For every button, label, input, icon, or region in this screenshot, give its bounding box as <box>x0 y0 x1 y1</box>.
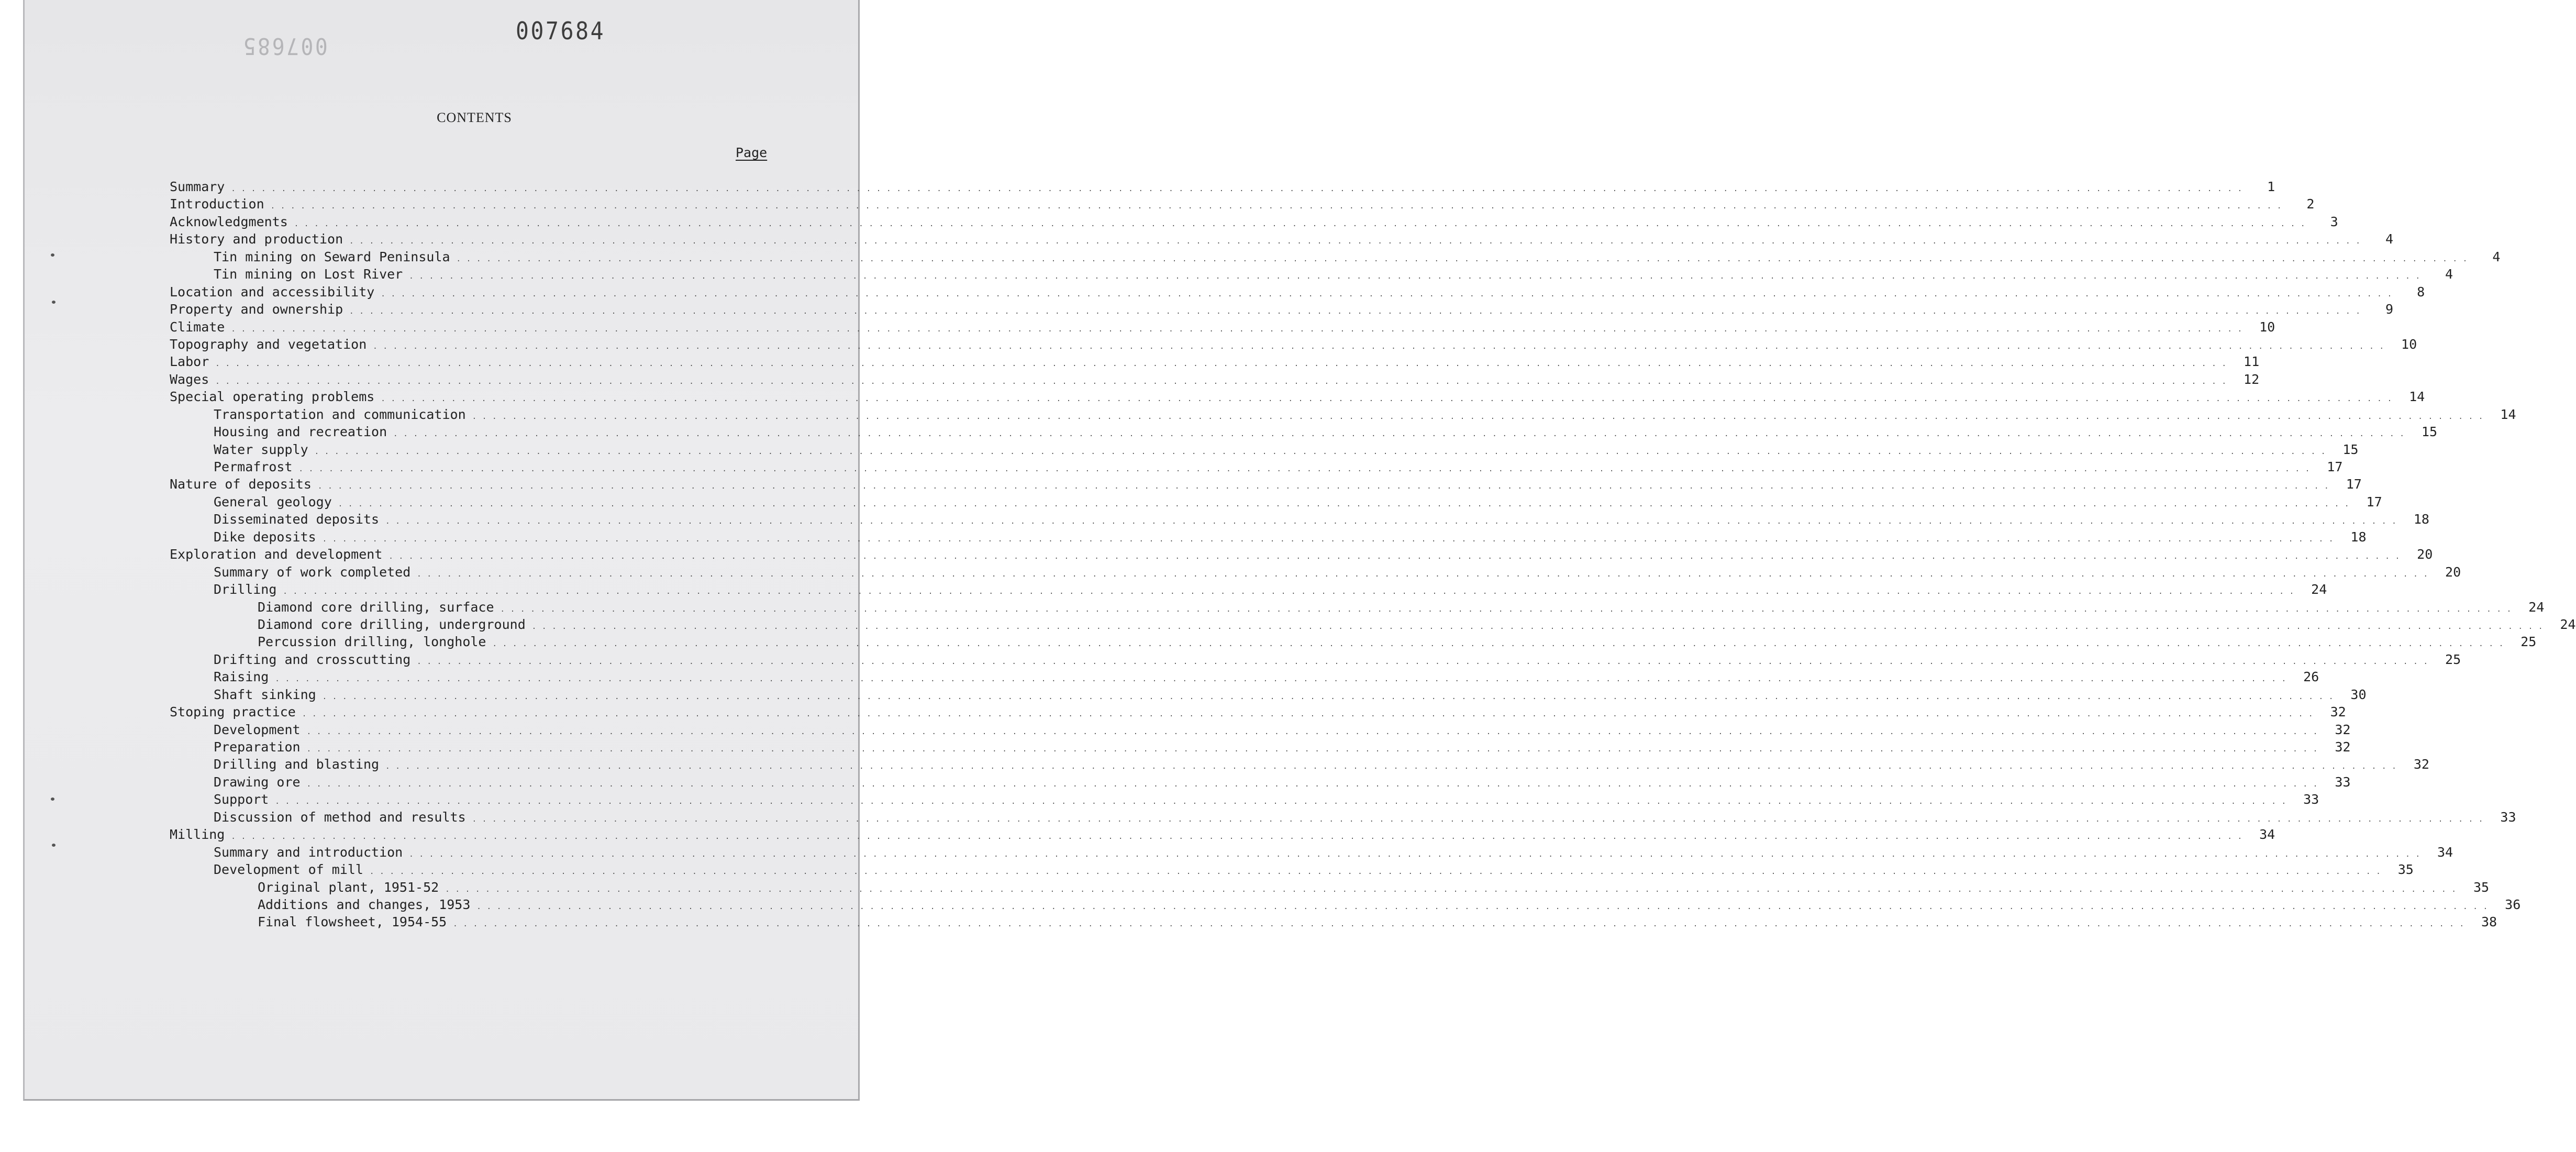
toc-entry <box>170 913 2497 931</box>
dot-leader: . . . . . . . . . . . . . . . . . . . . . . . . . . . . . . . . . . . . . . . . . . . . . . . . . . . . . . . . . . . . . . . . . . . . . . . . . . . . . . . . . . . . . . . . . . . . . . . . . . . . . . . . . . . . . . . . . . . . . . . . . . . . . . . . . . . . . . . . . . . . . . . . . . . . . . . . . . . . . . . . . . . . . . . . . . . . . . . . . . . . . . . . . . . . . . . . . . . . . . . . <box>215 360 2227 369</box>
dot-leader: . . . . . . . . . . . . . . . . . . . . . . . . . . . . . . . . . . . . . . . . . . . . . . . . . . . . . . . . . . . . . . . . . . . . . . . . . . . . . . . . . . . . . . . . . . . . . . . . . . . . . . . . . . . . . . . . . . . . . . . . . . . . . . . . . . . . . . . . . . . . . . . . . . . . . . . . . . . . . . . . . . . . . . . . . . . . . . . . . . . . . . . . . . . . . . . . . . . . . . . . <box>298 465 2311 473</box>
toc-entry-label: Summary of work completed <box>214 564 411 580</box>
toc-entry-label: Introduction <box>170 196 264 212</box>
toc-entry-label: Labor <box>170 354 209 370</box>
toc-entry-page: 26 <box>2303 669 2319 685</box>
toc-entry-label: Climate <box>170 319 225 335</box>
toc-entry-label: Development <box>214 722 301 737</box>
dot-leader: . . . . . . . . . . . . . . . . . . . . . . . . . . . . . . . . . . . . . . . . . . . . . . . . . . . . . . . . . . . . . . . . . . . . . . . . . . . . . . . . . . . . . . . . . . . . . . . . . . . . . . . . . . . . . . . . . . . . . . . . . . . . . . . . . . . . . . . . . . . . . . . . . . . . . . . . . . . . . . . . . . . . . . . . . . . . . . . . . . . . . . . . . . . . . . . . . . . . . . . . <box>385 517 2397 526</box>
toc-entry <box>170 423 2437 440</box>
toc-entry-label: Special operating problems <box>170 389 375 405</box>
toc-entry-page: 32 <box>2335 722 2351 737</box>
toc-entry <box>170 633 2537 650</box>
dot-leader: . . . . . . . . . . . . . . . . . . . . . . . . . . . . . . . . . . . . . . . . . . . . . . . . . . . . . . . . . . . . . . . . . . . . . . . . . . . . . . . . . . . . . . . . . . . . . . . . . . . . . . . . . . . . . . . . . . . . . . . . . . . . . . . . . . . . . . . . . . . . . . . . . . . . . . . . . . . . . . . . . . . . . . . . . . . . . . . . . . . . . . . . . . . . . . . . . . . . . . . . <box>417 570 2429 579</box>
dot-leader: . . . . . . . . . . . . . . . . . . . . . . . . . . . . . . . . . . . . . . . . . . . . . . . . . . . . . . . . . . . . . . . . . . . . . . . . . . . . . . . . . . . . . . . . . . . . . . . . . . . . . . . . . . . . . . . . . . . . . . . . . . . . . . . . . . . . . . . . . . . . . . . . . . . . . . . . . . . . . . . . . . . . . . . . . . . . . . . . . . . . . . . . . . . . . . . . . . . . . . . . <box>409 272 2421 281</box>
dot-leader: . . . . . . . . . . . . . . . . . . . . . . . . . . . . . . . . . . . . . . . . . . . . . . . . . . . . . . . . . . . . . . . . . . . . . . . . . . . . . . . . . . . . . . . . . . . . . . . . . . . . . . . . . . . . . . . . . . . . . . . . . . . . . . . . . . . . . . . . . . . . . . . . . . . . . . . . . . . . . . . . . . . . . . . . . . . . . . . . . . . . . . . . . . . . . . . . . . . . . . . . <box>215 377 2227 386</box>
dot-leader: . . . . . . . . . . . . . . . . . . . . . . . . . . . . . . . . . . . . . . . . . . . . . . . . . . . . . . . . . . . . . . . . . . . . . . . . . . . . . . . . . . . . . . . . . . . . . . . . . . . . . . . . . . . . . . . . . . . . . . . . . . . . . . . . . . . . . . . . . . . . . . . . . . . . . . . . . . . . . . . . . . . . . . . . . . . . . . . . . . . . . . . . . . . . . . . . . . . . . . . . <box>306 727 2318 736</box>
toc-entry-page: 3 <box>2330 214 2338 229</box>
toc-entry-page: 24 <box>2311 582 2327 597</box>
toc-entry <box>170 458 2343 475</box>
toc-entry <box>170 511 2429 528</box>
toc-entry <box>170 475 2362 493</box>
dot-leader: . . . . . . . . . . . . . . . . . . . . . . . . . . . . . . . . . . . . . . . . . . . . . . . . . . . . . . . . . . . . . . . . . . . . . . . . . . . . . . . . . . . . . . . . . . . . . . . . . . . . . . . . . . . . . . . . . . . . . . . . . . . . . . . . . . . . . . . . . . . . . . . . . . . . . . . . . . . . . . . . . . . . . . . . . . . . . . . . . . . . . . . . . . . . . . . . . . . . . . . . <box>275 797 2287 806</box>
toc-entry-page: 15 <box>2342 441 2359 457</box>
toc-entry-label: Drawing ore <box>214 774 301 790</box>
toc-entry-label: Raising <box>214 669 269 685</box>
toc-entry <box>170 668 2319 685</box>
toc-entry <box>170 406 2516 423</box>
toc-entry-page: 17 <box>2327 459 2343 474</box>
toc-entry-page: 33 <box>2335 774 2351 790</box>
toc-entry-label: Milling <box>170 827 225 843</box>
dot-leader: . . . . . . . . . . . . . . . . . . . . . . . . . . . . . . . . . . . . . . . . . . . . . . . . . . . . . . . . . . . . . . . . . . . . . . . . . . . . . . . . . . . . . . . . . . . . . . . . . . . . . . . . . . . . . . . . . . . . . . . . . . . . . . . . . . . . . . . . . . . . . . . . . . . . . . . . . . . . . . . . . . . . . . . . . . . . . . . . . . . . . . . . . . . . . . . . . . . . . . . . <box>231 185 2243 193</box>
toc-entry <box>170 756 2429 773</box>
toc-entry <box>170 178 2275 195</box>
toc-entry <box>170 616 2576 633</box>
table-of-contents <box>170 178 2576 931</box>
toc-entry-label: Tin mining on Seward Peninsula <box>214 249 450 264</box>
toc-entry-page: 30 <box>2350 686 2367 702</box>
dot-leader: . . . . . . . . . . . . . . . . . . . . . . . . . . . . . . . . . . . . . . . . . . . . . . . . . . . . . . . . . . . . . . . . . . . . . . . . . . . . . . . . . . . . . . . . . . . . . . . . . . . . . . . . . . . . . . . . . . . . . . . . . . . . . . . . . . . . . . . . . . . . . . . . . . . . . . . . . . . . . . . . . . . . . . . . . . . . . . . . . . . . . . . . . . . . . . . . . . . . . . . . <box>409 850 2421 859</box>
dot-leader: . . . . . . . . . . . . . . . . . . . . . . . . . . . . . . . . . . . . . . . . . . . . . . . . . . . . . . . . . . . . . . . . . . . . . . . . . . . . . . . . . . . . . . . . . . . . . . . . . . . . . . . . . . . . . . . . . . . . . . . . . . . . . . . . . . . . . . . . . . . . . . . . . . . . . . . . . . . . . . . . . . . . . . . . . . . . . . . . . . . . . . . . . . . . . . . . . . . . . . . . <box>270 202 2282 211</box>
toc-entry <box>170 283 2425 301</box>
dot-leader: . . . . . . . . . . . . . . . . . . . . . . . . . . . . . . . . . . . . . . . . . . . . . . . . . . . . . . . . . . . . . . . . . . . . . . . . . . . . . . . . . . . . . . . . . . . . . . . . . . . . . . . . . . . . . . . . . . . . . . . . . . . . . . . . . . . . . . . . . . . . . . . . . . . . . . . . . . . . . . . . . . . . . . . . . . . . . . . . . . . . . . . . . . . . . . . . . . . . . . . . <box>302 710 2314 719</box>
dot-leader: . . . . . . . . . . . . . . . . . . . . . . . . . . . . . . . . . . . . . . . . . . . . . . . . . . . . . . . . . . . . . . . . . . . . . . . . . . . . . . . . . . . . . . . . . . . . . . . . . . . . . . . . . . . . . . . . . . . . . . . . . . . . . . . . . . . . . . . . . . . . . . . . . . . . . . . . . . . . . . . . . . . . . . . . . . . . . . . . . . . . . . . . . . . . . . . . . . . . . . . . <box>500 605 2512 614</box>
toc-entry-label: Original plant, 1951-52 <box>258 879 439 895</box>
dot-leader: . . . . . . . . . . . . . . . . . . . . . . . . . . . . . . . . . . . . . . . . . . . . . . . . . . . . . . . . . . . . . . . . . . . . . . . . . . . . . . . . . . . . . . . . . . . . . . . . . . . . . . . . . . . . . . . . . . . . . . . . . . . . . . . . . . . . . . . . . . . . . . . . . . . . . . . . . . . . . . . . . . . . . . . . . . . . . . . . . . . . . . . . . . . . . . . . . . . . . . . . <box>472 412 2484 421</box>
toc-entry-label: Stoping practice <box>170 704 296 720</box>
toc-entry-label: Drilling and blasting <box>214 757 380 772</box>
toc-entry <box>170 738 2351 756</box>
toc-entry <box>170 651 2461 668</box>
paper-speck <box>51 797 54 801</box>
toc-entry-page: 15 <box>2421 424 2437 440</box>
paper-speck <box>52 301 55 304</box>
toc-entry-page: 25 <box>2445 651 2461 667</box>
toc-entry <box>170 388 2425 405</box>
dot-leader: . . . . . . . . . . . . . . . . . . . . . . . . . . . . . . . . . . . . . . . . . . . . . . . . . . . . . . . . . . . . . . . . . . . . . . . . . . . . . . . . . . . . . . . . . . . . . . . . . . . . . . . . . . . . . . . . . . . . . . . . . . . . . . . . . . . . . . . . . . . . . . . . . . . . . . . . . . . . . . . . . . . . . . . . . . . . . . . . . . . . . . . . . . . . . . . . . . . . . . . . <box>417 657 2429 666</box>
dot-leader: . . . . . . . . . . . . . . . . . . . . . . . . . . . . . . . . . . . . . . . . . . . . . . . . . . . . . . . . . . . . . . . . . . . . . . . . . . . . . . . . . . . . . . . . . . . . . . . . . . . . . . . . . . . . . . . . . . . . . . . . . . . . . . . . . . . . . . . . . . . . . . . . . . . . . . . . . . . . . . . . . . . . . . . . . . . . . . . . . . . . . . . . . . . . . . . . . . . . . . . . <box>294 219 2306 228</box>
toc-entry-page: 10 <box>2401 336 2417 352</box>
toc-entry-label: Discussion of method and results <box>214 809 466 825</box>
toc-entry <box>170 546 2433 563</box>
toc-entry-page: 4 <box>2492 249 2501 264</box>
toc-entry-label: Disseminated deposits <box>214 512 380 527</box>
toc-entry-label: Wages <box>170 371 209 387</box>
toc-entry <box>170 230 2393 248</box>
dot-leader: . . . . . . . . . . . . . . . . . . . . . . . . . . . . . . . . . . . . . . . . . . . . . . . . . . . . . . . . . . . . . . . . . . . . . . . . . . . . . . . . . . . . . . . . . . . . . . . . . . . . . . . . . . . . . . . . . . . . . . . . . . . . . . . . . . . . . . . . . . . . . . . . . . . . . . . . . . . . . . . . . . . . . . . . . . . . . . . . . . . . . . . . . . . . . . . . . . . . . . . . <box>385 762 2397 771</box>
toc-entry-page: 8 <box>2417 284 2425 300</box>
toc-entry <box>170 371 2260 388</box>
toc-entry-page: 32 <box>2330 704 2346 720</box>
toc-entry-page: 20 <box>2445 564 2461 580</box>
toc-entry-label: Dike deposits <box>214 529 316 545</box>
toc-entry-page: 10 <box>2259 319 2275 335</box>
toc-entry-label: Diamond core drilling, surface <box>258 599 494 615</box>
toc-entry-page: 17 <box>2346 477 2362 492</box>
toc-entry-label: General geology <box>214 494 332 509</box>
toc-entry-label: Housing and recreation <box>214 424 387 440</box>
toc-entry-page: 18 <box>2413 512 2429 527</box>
toc-entry-label: Topography and vegetation <box>170 336 367 352</box>
dot-leader: . . . . . . . . . . . . . . . . . . . . . . . . . . . . . . . . . . . . . . . . . . . . . . . . . . . . . . . . . . . . . . . . . . . . . . . . . . . . . . . . . . . . . . . . . . . . . . . . . . . . . . . . . . . . . . . . . . . . . . . . . . . . . . . . . . . . . . . . . . . . . . . . . . . . . . . . . . . . . . . . . . . . . . . . . . . . . . . . . . . . . . . . . . . . . . . . . . . . . . . . <box>317 482 2329 491</box>
toc-entry-label: History and production <box>170 231 343 247</box>
toc-entry <box>170 318 2275 336</box>
toc-entry-label: Summary and introduction <box>214 844 403 860</box>
stamp-number: 007684 <box>516 17 606 45</box>
dot-leader: . . . . . . . . . . . . . . . . . . . . . . . . . . . . . . . . . . . . . . . . . . . . . . . . . . . . . . . . . . . . . . . . . . . . . . . . . . . . . . . . . . . . . . . . . . . . . . . . . . . . . . . . . . . . . . . . . . . . . . . . . . . . . . . . . . . . . . . . . . . . . . . . . . . . . . . . . . . . . . . . . . . . . . . . . . . . . . . . . . . . . . . . . . . . . . . . . . . . . . . . <box>349 307 2361 316</box>
toc-entry-label: Permafrost <box>214 459 293 474</box>
dot-leader: . . . . . . . . . . . . . . . . . . . . . . . . . . . . . . . . . . . . . . . . . . . . . . . . . . . . . . . . . . . . . . . . . . . . . . . . . . . . . . . . . . . . . . . . . . . . . . . . . . . . . . . . . . . . . . . . . . . . . . . . . . . . . . . . . . . . . . . . . . . . . . . . . . . . . . . . . . . . . . . . . . . . . . . . . . . . . . . . . . . . . . . . . . . . . . . . . . . . . . . . <box>314 447 2326 456</box>
dot-leader: . . . . . . . . . . . . . . . . . . . . . . . . . . . . . . . . . . . . . . . . . . . . . . . . . . . . . . . . . . . . . . . . . . . . . . . . . . . . . . . . . . . . . . . . . . . . . . . . . . . . . . . . . . . . . . . . . . . . . . . . . . . . . . . . . . . . . . . . . . . . . . . . . . . . . . . . . . . . . . . . . . . . . . . . . . . . . . . . . . . . . . . . . . . . . . . . . . . . . . . . <box>453 920 2465 929</box>
dot-leader: . . . . . . . . . . . . . . . . . . . . . . . . . . . . . . . . . . . . . . . . . . . . . . . . . . . . . . . . . . . . . . . . . . . . . . . . . . . . . . . . . . . . . . . . . . . . . . . . . . . . . . . . . . . . . . . . . . . . . . . . . . . . . . . . . . . . . . . . . . . . . . . . . . . . . . . . . . . . . . . . . . . . . . . . . . . . . . . . . . . . . . . . . . . . . . . . . . . . . . . . <box>445 885 2457 894</box>
page-column-header: Page <box>736 145 768 160</box>
toc-entry-page: 35 <box>2397 862 2414 878</box>
dot-leader: . . . . . . . . . . . . . . . . . . . . . . . . . . . . . . . . . . . . . . . . . . . . . . . . . . . . . . . . . . . . . . . . . . . . . . . . . . . . . . . . . . . . . . . . . . . . . . . . . . . . . . . . . . . . . . . . . . . . . . . . . . . . . . . . . . . . . . . . . . . . . . . . . . . . . . . . . . . . . . . . . . . . . . . . . . . . . . . . . . . . . . . . . . . . . . . . . . . . . . . . <box>381 290 2393 298</box>
toc-entry-page: 14 <box>2409 389 2425 405</box>
dot-leader: . . . . . . . . . . . . . . . . . . . . . . . . . . . . . . . . . . . . . . . . . . . . . . . . . . . . . . . . . . . . . . . . . . . . . . . . . . . . . . . . . . . . . . . . . . . . . . . . . . . . . . . . . . . . . . . . . . . . . . . . . . . . . . . . . . . . . . . . . . . . . . . . . . . . . . . . . . . . . . . . . . . . . . . . . . . . . . . . . . . . . . . . . . . . . . . . . . . . . . . . <box>476 902 2489 911</box>
toc-entry-page: 17 <box>2366 494 2382 509</box>
toc-entry <box>170 773 2351 791</box>
toc-entry-page: 32 <box>2335 739 2351 755</box>
toc-entry <box>170 336 2417 353</box>
toc-entry <box>170 791 2319 808</box>
toc-entry-label: Location and accessibility <box>170 284 375 300</box>
toc-entry-page: 32 <box>2413 757 2429 772</box>
toc-entry-page: 2 <box>2306 196 2315 212</box>
dot-leader: . . . . . . . . . . . . . . . . . . . . . . . . . . . . . . . . . . . . . . . . . . . . . . . . . . . . . . . . . . . . . . . . . . . . . . . . . . . . . . . . . . . . . . . . . . . . . . . . . . . . . . . . . . . . . . . . . . . . . . . . . . . . . . . . . . . . . . . . . . . . . . . . . . . . . . . . . . . . . . . . . . . . . . . . . . . . . . . . . . . . . . . . . . . . . . . . . . . . . . . . <box>349 237 2361 246</box>
toc-entry-label: Additions and changes, 1953 <box>258 896 471 912</box>
toc-entry <box>170 528 2367 546</box>
dot-leader: . . . . . . . . . . . . . . . . . . . . . . . . . . . . . . . . . . . . . . . . . . . . . . . . . . . . . . . . . . . . . . . . . . . . . . . . . . . . . . . . . . . . . . . . . . . . . . . . . . . . . . . . . . . . . . . . . . . . . . . . . . . . . . . . . . . . . . . . . . . . . . . . . . . . . . . . . . . . . . . . . . . . . . . . . . . . . . . . . . . . . . . . . . . . . . . . . . . . . . . . <box>338 500 2350 508</box>
toc-entry-label: Exploration and development <box>170 547 383 562</box>
toc-entry <box>170 195 2315 213</box>
dot-leader: . . . . . . . . . . . . . . . . . . . . . . . . . . . . . . . . . . . . . . . . . . . . . . . . . . . . . . . . . . . . . . . . . . . . . . . . . . . . . . . . . . . . . . . . . . . . . . . . . . . . . . . . . . . . . . . . . . . . . . . . . . . . . . . . . . . . . . . . . . . . . . . . . . . . . . . . . . . . . . . . . . . . . . . . . . . . . . . . . . . . . . . . . . . . . . . . . . . . . . . . <box>492 640 2504 649</box>
dot-leader: . . . . . . . . . . . . . . . . . . . . . . . . . . . . . . . . . . . . . . . . . . . . . . . . . . . . . . . . . . . . . . . . . . . . . . . . . . . . . . . . . . . . . . . . . . . . . . . . . . . . . . . . . . . . . . . . . . . . . . . . . . . . . . . . . . . . . . . . . . . . . . . . . . . . . . . . . . . . . . . . . . . . . . . . . . . . . . . . . . . . . . . . . . . . . . . . . . . . . . . . <box>283 588 2295 596</box>
dot-leader: . . . . . . . . . . . . . . . . . . . . . . . . . . . . . . . . . . . . . . . . . . . . . . . . . . . . . . . . . . . . . . . . . . . . . . . . . . . . . . . . . . . . . . . . . . . . . . . . . . . . . . . . . . . . . . . . . . . . . . . . . . . . . . . . . . . . . . . . . . . . . . . . . . . . . . . . . . . . . . . . . . . . . . . . . . . . . . . . . . . . . . . . . . . . . . . . . . . . . . . . <box>456 254 2468 263</box>
ghost-stamp-number: 007685 <box>241 32 328 59</box>
dot-leader: . . . . . . . . . . . . . . . . . . . . . . . . . . . . . . . . . . . . . . . . . . . . . . . . . . . . . . . . . . . . . . . . . . . . . . . . . . . . . . . . . . . . . . . . . . . . . . . . . . . . . . . . . . . . . . . . . . . . . . . . . . . . . . . . . . . . . . . . . . . . . . . . . . . . . . . . . . . . . . . . . . . . . . . . . . . . . . . . . . . . . . . . . . . . . . . . . . . . . . . . <box>275 675 2287 684</box>
toc-entry <box>170 826 2275 843</box>
toc-entry-label: Support <box>214 792 269 807</box>
dot-leader: . . . . . . . . . . . . . . . . . . . . . . . . . . . . . . . . . . . . . . . . . . . . . . . . . . . . . . . . . . . . . . . . . . . . . . . . . . . . . . . . . . . . . . . . . . . . . . . . . . . . . . . . . . . . . . . . . . . . . . . . . . . . . . . . . . . . . . . . . . . . . . . . . . . . . . . . . . . . . . . . . . . . . . . . . . . . . . . . . . . . . . . . . . . . . . . . . . . . . . . . <box>388 552 2401 561</box>
toc-entry-label: Acknowledgments <box>170 214 288 229</box>
dot-leader: . . . . . . . . . . . . . . . . . . . . . . . . . . . . . . . . . . . . . . . . . . . . . . . . . . . . . . . . . . . . . . . . . . . . . . . . . . . . . . . . . . . . . . . . . . . . . . . . . . . . . . . . . . . . . . . . . . . . . . . . . . . . . . . . . . . . . . . . . . . . . . . . . . . . . . . . . . . . . . . . . . . . . . . . . . . . . . . . . . . . . . . . . . . . . . . . . . . . . . . . <box>381 395 2393 404</box>
toc-entry-page: 4 <box>2385 231 2393 247</box>
toc-entry <box>170 721 2351 738</box>
dot-leader: . . . . . . . . . . . . . . . . . . . . . . . . . . . . . . . . . . . . . . . . . . . . . . . . . . . . . . . . . . . . . . . . . . . . . . . . . . . . . . . . . . . . . . . . . . . . . . . . . . . . . . . . . . . . . . . . . . . . . . . . . . . . . . . . . . . . . . . . . . . . . . . . . . . . . . . . . . . . . . . . . . . . . . . . . . . . . . . . . . . . . . . . . . . . . . . . . . . . . . . . <box>393 430 2405 439</box>
toc-entry-page: 1 <box>2267 179 2275 194</box>
toc-entry-page: 11 <box>2244 354 2260 370</box>
toc-entry-label: Tin mining on Lost River <box>214 267 403 282</box>
toc-entry <box>170 213 2338 230</box>
toc-entry <box>170 353 2260 370</box>
toc-entry-label: Transportation and communication <box>214 406 466 422</box>
toc-entry-page: 24 <box>2560 616 2576 632</box>
paper-speck <box>52 844 55 847</box>
dot-leader: . . . . . . . . . . . . . . . . . . . . . . . . . . . . . . . . . . . . . . . . . . . . . . . . . . . . . . . . . . . . . . . . . . . . . . . . . . . . . . . . . . . . . . . . . . . . . . . . . . . . . . . . . . . . . . . . . . . . . . . . . . . . . . . . . . . . . . . . . . . . . . . . . . . . . . . . . . . . . . . . . . . . . . . . . . . . . . . . . . . . . . . . . . . . . . . . . . . . . . . . <box>472 815 2484 824</box>
toc-entry-label: Summary <box>170 179 225 194</box>
toc-entry-label: Property and ownership <box>170 302 343 317</box>
toc-entry <box>170 808 2516 826</box>
toc-entry-page: 4 <box>2445 267 2453 282</box>
toc-entry-label: Nature of deposits <box>170 477 312 492</box>
toc-entry-page: 25 <box>2521 634 2537 650</box>
toc-entry-page: 9 <box>2385 302 2393 317</box>
toc-entry-label: Percussion drilling, longhole <box>258 634 486 650</box>
toc-entry-label: Drilling <box>214 582 277 597</box>
toc-entry <box>170 441 2359 458</box>
toc-entry <box>170 861 2414 878</box>
dot-leader: . . . . . . . . . . . . . . . . . . . . . . . . . . . . . . . . . . . . . . . . . . . . . . . . . . . . . . . . . . . . . . . . . . . . . . . . . . . . . . . . . . . . . . . . . . . . . . . . . . . . . . . . . . . . . . . . . . . . . . . . . . . . . . . . . . . . . . . . . . . . . . . . . . . . . . . . . . . . . . . . . . . . . . . . . . . . . . . . . . . . . . . . . . . . . . . . . . . . . . . . <box>231 325 2243 334</box>
toc-entry-page: 34 <box>2259 827 2275 843</box>
dot-leader: . . . . . . . . . . . . . . . . . . . . . . . . . . . . . . . . . . . . . . . . . . . . . . . . . . . . . . . . . . . . . . . . . . . . . . . . . . . . . . . . . . . . . . . . . . . . . . . . . . . . . . . . . . . . . . . . . . . . . . . . . . . . . . . . . . . . . . . . . . . . . . . . . . . . . . . . . . . . . . . . . . . . . . . . . . . . . . . . . . . . . . . . . . . . . . . . . . . . . . . . <box>322 692 2334 701</box>
toc-entry-label: Water supply <box>214 441 308 457</box>
toc-entry-page: 33 <box>2500 809 2516 825</box>
dot-leader: . . . . . . . . . . . . . . . . . . . . . . . . . . . . . . . . . . . . . . . . . . . . . . . . . . . . . . . . . . . . . . . . . . . . . . . . . . . . . . . . . . . . . . . . . . . . . . . . . . . . . . . . . . . . . . . . . . . . . . . . . . . . . . . . . . . . . . . . . . . . . . . . . . . . . . . . . . . . . . . . . . . . . . . . . . . . . . . . . . . . . . . . . . . . . . . . . . . . . . . . <box>306 745 2318 754</box>
toc-entry-label: Development of mill <box>214 862 363 878</box>
toc-entry-label: Diamond core drilling, underground <box>258 616 526 632</box>
toc-entry-label: Final flowsheet, 1954-55 <box>258 914 447 930</box>
toc-entry-label: Preparation <box>214 739 301 755</box>
dot-leader: . . . . . . . . . . . . . . . . . . . . . . . . . . . . . . . . . . . . . . . . . . . . . . . . . . . . . . . . . . . . . . . . . . . . . . . . . . . . . . . . . . . . . . . . . . . . . . . . . . . . . . . . . . . . . . . . . . . . . . . . . . . . . . . . . . . . . . . . . . . . . . . . . . . . . . . . . . . . . . . . . . . . . . . . . . . . . . . . . . . . . . . . . . . . . . . . . . . . . . . . <box>531 622 2544 631</box>
toc-entry <box>170 301 2393 318</box>
toc-entry-label: Drifting and crosscutting <box>214 651 411 667</box>
dot-leader: . . . . . . . . . . . . . . . . . . . . . . . . . . . . . . . . . . . . . . . . . . . . . . . . . . . . . . . . . . . . . . . . . . . . . . . . . . . . . . . . . . . . . . . . . . . . . . . . . . . . . . . . . . . . . . . . . . . . . . . . . . . . . . . . . . . . . . . . . . . . . . . . . . . . . . . . . . . . . . . . . . . . . . . . . . . . . . . . . . . . . . . . . . . . . . . . . . . . . . . . <box>231 833 2243 841</box>
dot-leader: . . . . . . . . . . . . . . . . . . . . . . . . . . . . . . . . . . . . . . . . . . . . . . . . . . . . . . . . . . . . . . . . . . . . . . . . . . . . . . . . . . . . . . . . . . . . . . . . . . . . . . . . . . . . . . . . . . . . . . . . . . . . . . . . . . . . . . . . . . . . . . . . . . . . . . . . . . . . . . . . . . . . . . . . . . . . . . . . . . . . . . . . . . . . . . . . . . . . . . . . <box>322 535 2334 544</box>
toc-entry <box>170 879 2490 896</box>
toc-entry <box>170 844 2453 861</box>
toc-entry <box>170 581 2327 598</box>
toc-entry <box>170 599 2545 616</box>
toc-entry <box>170 896 2521 913</box>
toc-entry-page: 18 <box>2350 529 2367 545</box>
toc-entry-page: 34 <box>2437 844 2453 860</box>
toc-entry <box>170 563 2461 581</box>
toc-entry-page: 24 <box>2528 599 2545 615</box>
toc-entry-page: 14 <box>2500 406 2516 422</box>
toc-entry-page: 36 <box>2505 896 2521 912</box>
toc-entry <box>170 703 2346 721</box>
paper-speck <box>51 253 54 257</box>
dot-leader: . . . . . . . . . . . . . . . . . . . . . . . . . . . . . . . . . . . . . . . . . . . . . . . . . . . . . . . . . . . . . . . . . . . . . . . . . . . . . . . . . . . . . . . . . . . . . . . . . . . . . . . . . . . . . . . . . . . . . . . . . . . . . . . . . . . . . . . . . . . . . . . . . . . . . . . . . . . . . . . . . . . . . . . . . . . . . . . . . . . . . . . . . . . . . . . . . . . . . . . . <box>306 780 2318 789</box>
toc-entry-page: 35 <box>2473 879 2490 895</box>
toc-entry-page: 12 <box>2244 371 2260 387</box>
toc-entry-page: 38 <box>2481 914 2497 930</box>
toc-entry-label: Shaft sinking <box>214 686 316 702</box>
toc-entry-page: 33 <box>2303 792 2319 807</box>
toc-entry-page: 20 <box>2417 547 2433 562</box>
page-title: CONTENTS <box>437 110 512 125</box>
dot-leader: . . . . . . . . . . . . . . . . . . . . . . . . . . . . . . . . . . . . . . . . . . . . . . . . . . . . . . . . . . . . . . . . . . . . . . . . . . . . . . . . . . . . . . . . . . . . . . . . . . . . . . . . . . . . . . . . . . . . . . . . . . . . . . . . . . . . . . . . . . . . . . . . . . . . . . . . . . . . . . . . . . . . . . . . . . . . . . . . . . . . . . . . . . . . . . . . . . . . . . . . <box>369 868 2381 877</box>
toc-entry <box>170 686 2367 703</box>
toc-entry <box>170 493 2382 511</box>
toc-entry <box>170 248 2501 265</box>
dot-leader: . . . . . . . . . . . . . . . . . . . . . . . . . . . . . . . . . . . . . . . . . . . . . . . . . . . . . . . . . . . . . . . . . . . . . . . . . . . . . . . . . . . . . . . . . . . . . . . . . . . . . . . . . . . . . . . . . . . . . . . . . . . . . . . . . . . . . . . . . . . . . . . . . . . . . . . . . . . . . . . . . . . . . . . . . . . . . . . . . . . . . . . . . . . . . . . . . . . . . . . . <box>373 342 2385 351</box>
toc-entry <box>170 265 2453 283</box>
